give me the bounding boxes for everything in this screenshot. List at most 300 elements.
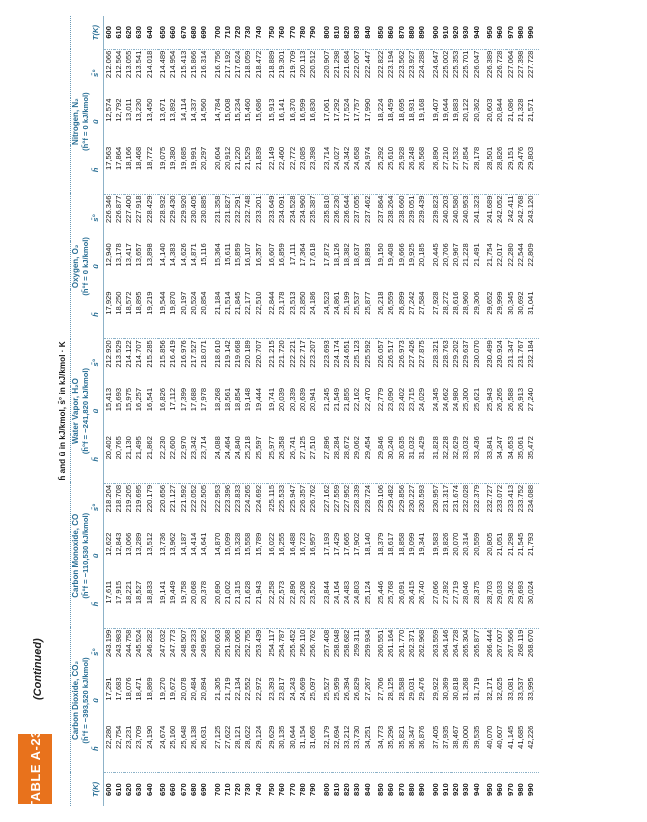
value-cell: 18,931 — [406, 98, 416, 122]
value-cell: 22,754 — [114, 725, 124, 773]
value-cell: 20,185 — [417, 243, 427, 267]
value-cell: 22,510 — [254, 290, 267, 338]
table-row — [308, 16, 321, 806]
value-cell: 19,758 — [179, 580, 189, 628]
value-cell: 223.207 — [308, 340, 318, 368]
value-cell: 23,178 — [277, 290, 287, 338]
value-cell: 32,629 — [451, 435, 461, 483]
value-cell: 33,841 — [485, 435, 495, 483]
value-cell: 24,164 — [332, 580, 342, 628]
value-cell: 15,116 — [199, 243, 209, 266]
value-cell: 21,549 — [331, 387, 341, 412]
value-cell: 247.032 — [158, 629, 168, 658]
value-cell: 29,476 — [516, 146, 526, 194]
value-cell: 21,754 — [484, 243, 494, 267]
value-cell: 226.057 — [376, 340, 386, 368]
value-cell: 16,022 — [267, 532, 277, 556]
sub-header-h: h̄ — [91, 435, 103, 483]
value-cell: 214.707 — [134, 340, 144, 368]
value-cell: 225.123 — [352, 340, 362, 368]
temperature-cell: 800 — [321, 783, 331, 796]
temperature-cell: 640 — [144, 783, 154, 796]
value-cell: 18,076 — [124, 677, 134, 701]
table-row — [134, 16, 144, 806]
value-cell: 265.304 — [461, 629, 471, 658]
value-cell: 236.644 — [342, 195, 352, 223]
value-cell: 222.221 — [287, 340, 297, 368]
value-cell: 229.430 — [168, 195, 178, 223]
temperature-cell: 860 — [386, 783, 396, 796]
value-cell: 33,081 — [505, 677, 515, 701]
value-cell: 18,858 — [396, 532, 406, 556]
value-cell: 15,364 — [212, 243, 222, 267]
temperature-cell: 900 — [430, 783, 440, 796]
temperature-cell: 670 — [178, 783, 188, 796]
value-cell: 222.067 — [352, 50, 362, 79]
value-cell: 226.728 — [495, 50, 505, 79]
value-cell: 28,501 — [485, 146, 495, 194]
value-cell: 249.952 — [199, 629, 209, 658]
value-cell: 254.787 — [277, 629, 287, 658]
value-cell: 21,051 — [495, 532, 505, 556]
value-cell: 24,974 — [363, 146, 376, 194]
value-cell: 19,644 — [440, 98, 450, 122]
value-cell: 237.462 — [362, 195, 372, 223]
temperature-cell: 630 — [134, 783, 144, 796]
value-cell: 21,529 — [243, 146, 253, 194]
value-cell: 23,714 — [199, 435, 212, 483]
value-cell: 21,298 — [505, 532, 515, 556]
value-cell: 232.028 — [461, 484, 471, 513]
rotated-table-region — [58, 16, 633, 806]
value-cell: 242.052 — [495, 195, 505, 223]
value-cell: 226.517 — [386, 340, 396, 368]
table-row — [298, 16, 308, 806]
value-cell: 25,648 — [179, 725, 189, 773]
value-cell: 219.695 — [134, 484, 144, 513]
value-cell: 13,657 — [134, 243, 144, 267]
value-cell: 30,135 — [277, 725, 287, 773]
temperature-cell: 980 — [515, 783, 525, 796]
value-cell: 20,068 — [189, 580, 199, 628]
value-cell: 16,859 — [277, 243, 287, 267]
sub-header-u: ū — [91, 676, 103, 724]
value-cell: 25,943 — [484, 387, 494, 412]
value-cell: 24,186 — [308, 290, 321, 338]
value-cell: 258.682 — [342, 629, 352, 658]
value-cell: 18,833 — [145, 580, 158, 628]
temperature-cell: 610 — [114, 16, 124, 49]
table-row — [179, 16, 189, 806]
value-cell: 17,429 — [331, 532, 341, 556]
value-cell: 216.756 — [212, 50, 222, 79]
value-cell: 242.768 — [515, 195, 525, 223]
value-cell: 21,228 — [461, 243, 471, 267]
value-cell: 24,029 — [417, 387, 427, 412]
value-cell: 24,027 — [332, 146, 342, 194]
temperature-cell: 600 — [103, 16, 114, 49]
table-row — [451, 16, 461, 806]
value-cell: 17,061 — [321, 98, 331, 122]
value-cell: 27,210 — [441, 146, 451, 194]
value-cell: 232.291 — [233, 195, 243, 223]
value-cell: 23,714 — [322, 146, 332, 194]
value-cell: 222.447 — [362, 50, 372, 79]
value-cell: 19,666 — [396, 243, 406, 267]
value-cell: 15,913 — [267, 98, 277, 122]
value-cell: 229.856 — [396, 484, 406, 513]
table-row — [189, 16, 199, 806]
value-cell: 12,622 — [103, 532, 113, 556]
value-cell: 15,686 — [253, 98, 263, 122]
value-cell: 18,459 — [386, 98, 396, 122]
value-cell: 24,669 — [297, 677, 307, 701]
sub-header-h: h̄ — [91, 725, 103, 773]
table-row — [363, 16, 376, 806]
value-cell: 218.889 — [267, 50, 277, 79]
value-cell: 231.767 — [515, 340, 525, 368]
value-cell: 20,941 — [308, 387, 318, 412]
value-cell: 24,674 — [158, 725, 168, 773]
value-cell: 20,894 — [199, 677, 209, 701]
temperature-cell: 810 — [332, 16, 342, 49]
temperature-cell: 660 — [168, 16, 178, 49]
value-cell: 12,940 — [103, 243, 113, 267]
property-table — [58, 16, 539, 806]
value-cell: 15,975 — [124, 387, 134, 412]
value-cell: 26,741 — [288, 435, 298, 483]
temperature-cell: 710 — [223, 16, 233, 49]
temperature-cell: 650 — [158, 783, 168, 796]
value-cell: 25,610 — [386, 146, 396, 194]
value-cell: 17,929 — [103, 290, 114, 338]
value-cell: 22,552 — [243, 677, 253, 701]
value-cell: 258.048 — [331, 629, 341, 658]
value-cell: 30,240 — [386, 435, 396, 483]
main-heading: h̄ and ū in kJ/kmol, s̄° in kJ/kmol · K — [58, 16, 71, 806]
value-cell: 20,197 — [179, 290, 189, 338]
value-cell: 27,622 — [223, 725, 233, 773]
value-cell: 235.387 — [308, 195, 318, 223]
value-cell: 221.298 — [331, 50, 341, 79]
value-cell: 216.419 — [168, 340, 178, 368]
value-cell: 26,265 — [495, 387, 505, 412]
value-cell: 259.311 — [352, 629, 362, 657]
value-cell: 27,896 — [322, 435, 332, 483]
value-cell: 25,768 — [386, 580, 396, 628]
value-cell: 25,527 — [321, 677, 331, 701]
table-row — [145, 16, 158, 806]
continued-label: (Continued) — [32, 638, 44, 700]
value-cell: 234.528 — [287, 195, 297, 223]
value-cell: 31,032 — [407, 435, 417, 483]
value-cell: 18,224 — [376, 98, 386, 122]
value-cell: 30,635 — [397, 435, 407, 483]
value-cell: 19,444 — [253, 387, 263, 412]
value-cell: 217.624 — [233, 50, 243, 79]
temperature-cell: 870 — [396, 783, 406, 796]
value-cell: 19,380 — [168, 146, 178, 194]
temperature-cell: 780 — [297, 783, 307, 796]
value-cell: 22,779 — [376, 387, 386, 412]
value-cell: 17,915 — [114, 580, 124, 628]
value-cell: 16,830 — [308, 98, 318, 122]
value-cell: 22,460 — [277, 146, 287, 194]
temperature-cell: 770 — [288, 16, 298, 49]
value-cell: 19,148 — [243, 387, 253, 412]
value-cell: 22,890 — [288, 580, 298, 628]
value-cell: 20,912 — [223, 146, 233, 194]
value-cell: 34,653 — [506, 435, 516, 483]
temperature-cell: 830 — [352, 783, 362, 796]
value-cell: 248.507 — [178, 629, 188, 658]
value-cell: 31,268 — [461, 677, 471, 701]
value-cell: 229.920 — [178, 195, 188, 223]
table-row — [352, 16, 362, 806]
value-cell: 25,097 — [308, 677, 318, 701]
value-cell: 22,772 — [288, 146, 298, 194]
value-cell: 220.707 — [253, 340, 263, 368]
value-cell: 260.551 — [376, 629, 386, 658]
value-cell: 267.007 — [495, 629, 505, 658]
value-cell: 16,541 — [144, 387, 154, 412]
value-cell: 18,268 — [212, 387, 222, 412]
value-cell: 33,032 — [461, 435, 471, 483]
value-cell: 225.701 — [461, 50, 471, 79]
value-cell: 223.194 — [386, 50, 396, 79]
value-cell: 15,328 — [233, 532, 243, 556]
value-cell: 243.120 — [526, 195, 536, 223]
value-cell: 22,258 — [267, 580, 277, 628]
value-cell: 232.727 — [484, 484, 494, 513]
group-name-h2o: Water Vapor, H₂O — [71, 378, 81, 445]
value-cell: 20,445 — [430, 243, 440, 267]
value-cell: 227.162 — [321, 484, 331, 513]
value-cell: 17,688 — [188, 387, 198, 412]
value-cell: 227.875 — [417, 340, 427, 368]
table-row — [168, 16, 178, 806]
value-cell: 24,662 — [440, 387, 450, 412]
value-cell: 14,383 — [168, 243, 178, 267]
temperature-cell: 950 — [484, 783, 494, 796]
value-cell: 33,436 — [472, 435, 485, 483]
value-cell: 21,495 — [134, 435, 144, 483]
value-cell: 23,085 — [298, 146, 308, 194]
value-cell: 242.411 — [505, 195, 515, 223]
group-name-o2: Oxygen, O₂ — [71, 244, 81, 289]
value-cell: 214.489 — [158, 50, 168, 79]
temperature-cell: 710 — [222, 783, 232, 796]
value-cell: 28,588 — [396, 677, 406, 701]
value-cell: 22,134 — [233, 677, 243, 701]
table-row — [376, 16, 386, 806]
value-cell: 28,121 — [233, 725, 243, 773]
value-cell: 25,300 — [461, 387, 471, 412]
group-hf-co: (h̄°f = −110,530 kJ/kmol) — [81, 512, 91, 599]
value-cell: 257.408 — [321, 629, 331, 658]
value-cell: 25,218 — [243, 435, 253, 483]
value-cell: 26,248 — [407, 146, 417, 194]
value-cell: 222.953 — [212, 484, 222, 513]
table-row — [114, 16, 124, 806]
value-cell: 22,600 — [168, 435, 178, 483]
value-cell: 22,280 — [103, 725, 114, 773]
value-cell: 19,099 — [406, 532, 416, 556]
value-cell: 238.264 — [386, 195, 396, 223]
table-row — [199, 16, 212, 806]
value-cell: 18,561 — [222, 387, 232, 412]
value-cell: 13,417 — [124, 243, 134, 267]
value-cell: 20,078 — [178, 677, 188, 701]
value-cell: 230.070 — [471, 340, 481, 368]
value-cell: 16,599 — [297, 98, 307, 122]
value-cell: 29,803 — [526, 146, 539, 194]
value-cell: 28,672 — [342, 435, 352, 483]
value-cell: 17,111 — [287, 243, 297, 266]
value-cell: 18,895 — [134, 290, 144, 338]
value-cell: 25,537 — [352, 290, 362, 338]
value-cell: 218.071 — [199, 340, 209, 368]
value-cell: 19,741 — [267, 387, 277, 412]
value-cell: 23,398 — [308, 146, 321, 194]
value-cell: 18,637 — [352, 243, 362, 267]
value-cell: 21,491 — [471, 243, 481, 267]
value-cell: 223.693 — [321, 340, 331, 368]
value-cell: 29,999 — [495, 290, 505, 338]
value-cell: 218.059 — [243, 50, 253, 79]
value-cell: 40,607 — [495, 725, 505, 773]
value-cell: 240.953 — [461, 195, 471, 223]
value-cell: 21,545 — [515, 532, 525, 556]
value-cell: 17,364 — [297, 243, 307, 267]
temperature-cell: 760 — [277, 16, 287, 49]
value-cell: 228.429 — [144, 195, 154, 223]
temperature-cell: 720 — [233, 783, 243, 796]
value-cell: 14,641 — [199, 532, 209, 556]
value-cell: 25,124 — [363, 580, 376, 628]
value-cell: 29,031 — [406, 677, 416, 701]
value-cell: 19,826 — [440, 532, 450, 556]
temperature-cell: 880 — [406, 783, 416, 796]
value-cell: 19,408 — [386, 243, 396, 267]
value-cell: 29,306 — [472, 290, 485, 338]
value-cell: 219.668 — [233, 340, 243, 368]
value-cell: 231.674 — [451, 484, 461, 513]
value-cell: 27,066 — [431, 580, 441, 628]
value-cell: 236.230 — [331, 195, 341, 223]
value-cell: 19,870 — [168, 290, 178, 338]
value-cell: 241.323 — [471, 195, 481, 223]
value-cell: 226.047 — [471, 50, 481, 79]
value-cell: 228.321 — [430, 340, 440, 368]
table-row — [342, 16, 352, 806]
value-cell: 219.205 — [124, 484, 134, 513]
value-cell: 256.762 — [308, 629, 318, 658]
value-cell: 225.115 — [267, 484, 277, 512]
value-cell: 27,267 — [362, 677, 372, 701]
value-cell: 216.976 — [178, 340, 188, 368]
value-cell: 27,928 — [431, 290, 441, 338]
table-row — [397, 16, 407, 806]
sub-header-s: s̄° — [91, 194, 103, 242]
sub-header-h: h̄ — [91, 146, 103, 194]
value-cell: 17,563 — [103, 146, 114, 194]
value-cell: 28,284 — [332, 435, 342, 483]
value-cell: 17,683 — [113, 677, 123, 701]
table-row — [407, 16, 417, 806]
value-cell: 16,723 — [297, 532, 307, 556]
value-cell: 17,757 — [352, 98, 362, 122]
value-cell: 17,524 — [342, 98, 352, 122]
value-cell: 233.752 — [515, 484, 525, 513]
value-cell: 234.088 — [526, 484, 536, 513]
temperature-cell: 730 — [243, 783, 253, 796]
temperature-cell: 750 — [267, 783, 277, 796]
value-cell: 29,629 — [267, 725, 277, 773]
value-cell: 231.358 — [212, 195, 222, 223]
value-cell: 230.924 — [495, 340, 505, 368]
value-cell: 225.592 — [362, 340, 372, 368]
value-cell: 20,559 — [471, 532, 481, 556]
value-cell: 20,378 — [199, 580, 212, 628]
temp-header-left: T(K) — [91, 773, 103, 806]
value-cell: 39,000 — [461, 725, 471, 773]
value-cell: 21,855 — [342, 387, 352, 412]
value-cell: 22,230 — [158, 435, 168, 483]
value-cell: 21,793 — [526, 532, 536, 556]
value-cell: 229.637 — [461, 340, 471, 368]
value-cell: 226.877 — [113, 195, 123, 223]
value-cell: 17,193 — [321, 532, 331, 556]
value-cell: 23,844 — [322, 580, 332, 628]
temp-header-right: T(K) — [91, 16, 103, 49]
value-cell: 229.482 — [386, 484, 396, 513]
value-cell: 21,862 — [145, 435, 158, 483]
value-cell: 251.368 — [222, 629, 232, 658]
value-cell: 233.413 — [505, 484, 515, 513]
value-cell: 20,805 — [484, 532, 494, 556]
temperature-cell: 620 — [124, 783, 134, 796]
value-cell: 35,061 — [516, 435, 526, 483]
value-cell: 252.755 — [243, 629, 253, 658]
value-cell: 23,513 — [288, 290, 298, 338]
temperature-cell: 970 — [505, 783, 515, 796]
value-cell: 34,247 — [495, 435, 505, 483]
sub-header-s: s̄° — [91, 628, 103, 676]
value-cell: 20,297 — [199, 146, 212, 194]
value-cell: 233.072 — [495, 484, 505, 513]
value-cell: 14,784 — [212, 98, 222, 122]
value-cell: 24,980 — [451, 387, 461, 412]
value-cell: 267.566 — [505, 629, 515, 658]
value-cell: 254.117 — [267, 629, 277, 657]
value-cell: 28,703 — [485, 580, 495, 628]
value-cell: 32,228 — [441, 435, 451, 483]
value-cell: 25,199 — [342, 290, 352, 338]
value-cell: 33,995 — [526, 677, 536, 701]
value-cell: 230.593 — [417, 484, 427, 513]
value-cell: 220.907 — [321, 50, 331, 79]
value-cell: 13,671 — [158, 98, 168, 122]
temperature-cell: 890 — [417, 16, 430, 49]
temperature-cell: 790 — [308, 16, 321, 49]
value-cell: 24,803 — [352, 580, 362, 628]
value-cell: 31,429 — [417, 435, 430, 483]
value-cell: 229.202 — [451, 340, 461, 368]
value-cell: 22,280 — [505, 243, 515, 267]
value-cell: 227.064 — [505, 50, 515, 79]
value-cell: 17,618 — [308, 243, 318, 267]
